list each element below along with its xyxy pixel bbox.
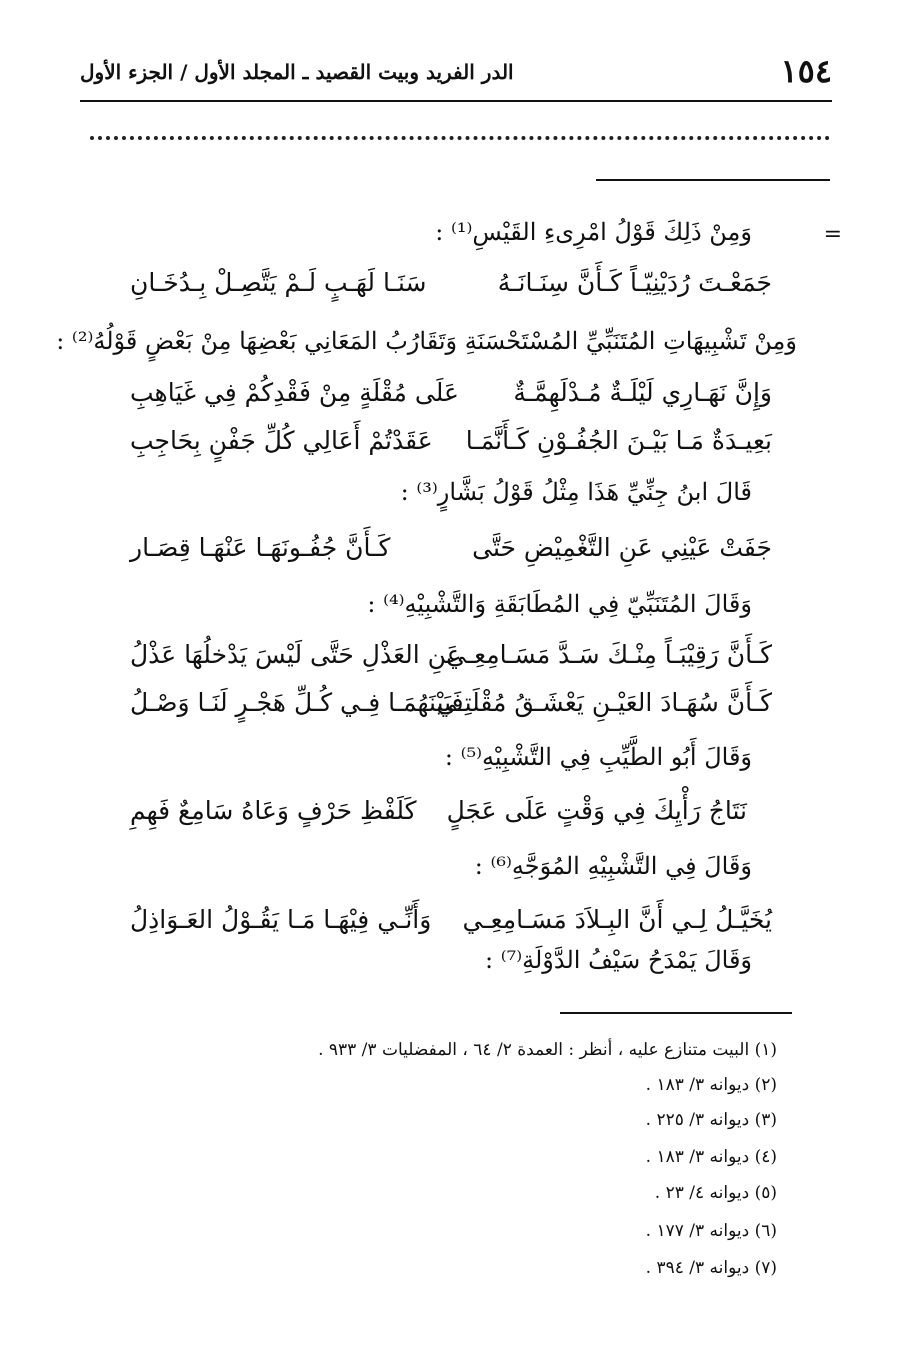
footnote: (٢) ديوانه ٣/ ١٨٣ . bbox=[645, 1075, 777, 1095]
verse-second-hemistich: كَلَفْظِ حَرْفٍ وَعَاهُ سَامِعٌ فَهِمِ bbox=[130, 796, 417, 825]
prose-line: وَقَالَ أَبُو الطَّيِّبِ فِي التَّشْبِيْهِ⁽⁵⁾ : bbox=[444, 743, 752, 771]
verse-second-hemistich: عَنِ العَذْلِ حَتَّى لَيْسَ يَدْخلُهَا عَذْلُ bbox=[130, 640, 462, 669]
verse-second-hemistich: وَأَنِّـي فِيْهَـا مَـا يَقُـوْلُ العَـوَاذِلُ bbox=[130, 905, 432, 934]
verse-line bbox=[130, 796, 772, 846]
verse-first-hemistich: بَعِيـدَةٌ مَـا بَيْـنَ الجُفُـوْنِ كَـأَنَّمَـا bbox=[465, 426, 772, 455]
verse-second-hemistich: كَـأَنَّ جُفُـونَهَـا عَنْهَـا قِصَـار bbox=[130, 533, 391, 562]
verse-first-hemistich: جَمَعْـتَ رُدَيْنِيّـاً كَـأَنَّ سِنَـانَـهُ bbox=[497, 268, 772, 297]
verse-first-hemistich: كَـأَنَّ سُهَـادَ العَيْـنِ يَعْشَـقُ مُقْلَتِـي bbox=[436, 688, 772, 717]
continuation-mark: = bbox=[823, 222, 842, 247]
verse-second-hemistich: فَبَيْنَهُمَـا فِـي كُـلِّ هَجْـرٍ لَنَـا وَصْـلُ bbox=[130, 688, 464, 717]
verse-first-hemistich: جَفَتْ عَيْنِي عَنِ التَّغْمِيْضِ حَتَّى bbox=[472, 533, 772, 562]
header-rule bbox=[80, 100, 832, 102]
footnote: (٥) ديوانه ٤/ ٢٣ . bbox=[654, 1183, 777, 1203]
footnote: (٣) ديوانه ٣/ ٢٢٥ . bbox=[645, 1110, 777, 1130]
footnote: (٤) ديوانه ٣/ ١٨٣ . bbox=[645, 1147, 777, 1167]
verse-line bbox=[130, 268, 772, 318]
prose-line: وَقَالَ يَمْدَحُ سَيْفُ الدَّوْلَةِ⁽⁷⁾ : bbox=[484, 946, 752, 974]
footnote: (٧) ديوانه ٣/ ٣٩٤ . bbox=[645, 1258, 777, 1278]
prose-line: وَقَالَ فِي التَّشْبِيْهِ المُوَجَّهِ⁽⁶⁾ : bbox=[474, 852, 752, 880]
verse-line bbox=[130, 688, 772, 738]
verse-second-hemistich: سَنَـا لَهَـبٍ لَـمْ يَتَّصِـلْ بِـدُخَـانِ bbox=[130, 268, 427, 297]
running-header-title: الدر الفريد وبيت القصيد ـ المجلد الأول / الجزء الأول bbox=[80, 60, 514, 84]
dotted-separator bbox=[90, 136, 830, 140]
prose-line: وَقَالَ المُتَنَبِّيّ فِي المُطَابَقَةِ وَالتَّشْبِيْهِ⁽⁴⁾ : bbox=[367, 590, 752, 618]
verse-second-hemistich: عَلَى مُقْلَةٍ مِنْ فَقْدِكُمْ فِي غَيَاهِبِ bbox=[130, 378, 459, 407]
prose-line: وَمِنْ ذَلِكَ قَوْلُ امْرِىءِ القَيْسِ⁽¹⁾ : bbox=[435, 218, 752, 246]
verse-first-hemistich: وَإِنَّ نَهَـارِي لَيْلَـةٌ مُـدْلَهِمَّـةٌ bbox=[513, 378, 772, 407]
verse-line bbox=[130, 378, 772, 428]
verse-first-hemistich: كَـأَنَّ رَقِيْبَـاً مِنْـكَ سَـدَّ مَسَـامِعِـي bbox=[445, 640, 772, 669]
verse-line bbox=[130, 426, 772, 476]
footnote: (٦) ديوانه ٣/ ١٧٧ . bbox=[645, 1221, 777, 1241]
footnote-rule bbox=[560, 1012, 792, 1014]
verse-first-hemistich: يُخَيَّـلُ لِـي أَنَّ البِـلاَدَ مَسَـامِعِـي bbox=[462, 905, 772, 934]
verse-second-hemistich: عَقَدْتُمْ أَعَالِي كُلِّ جَفْنٍ بِحَاجِبِ bbox=[130, 426, 433, 455]
verse-first-hemistich: نَتَاجُ رَأْيِكَ فِي وَقْتٍ عَلَى عَجَلٍ bbox=[446, 796, 747, 825]
page-number: ١٥٤ bbox=[780, 52, 832, 90]
prose-line: وَمِنْ تَشْبِيهَاتِ المُتَنَبِّيِّ المُسْتَحْسَنَةِ وَتَقَارُبُ المَعَانِي بَعْضِهَا مِنْ بَعْضٍ قَوْلُهُ⁽²⁾ : bbox=[56, 327, 797, 355]
verse-line bbox=[130, 533, 772, 583]
prose-line: قَالَ ابنُ جِنِّيِّ هَذَا مِثْلُ قَوْلُ بَشَّارٍ⁽³⁾ : bbox=[400, 478, 752, 506]
verse-line bbox=[130, 640, 772, 690]
short-rule bbox=[596, 179, 830, 181]
footnote: (١) البيت متنازع عليه ، أنظر : العمدة ٢/ ٦٤ ، المفضليات ٣/ ٩٣٣ . bbox=[318, 1040, 777, 1060]
